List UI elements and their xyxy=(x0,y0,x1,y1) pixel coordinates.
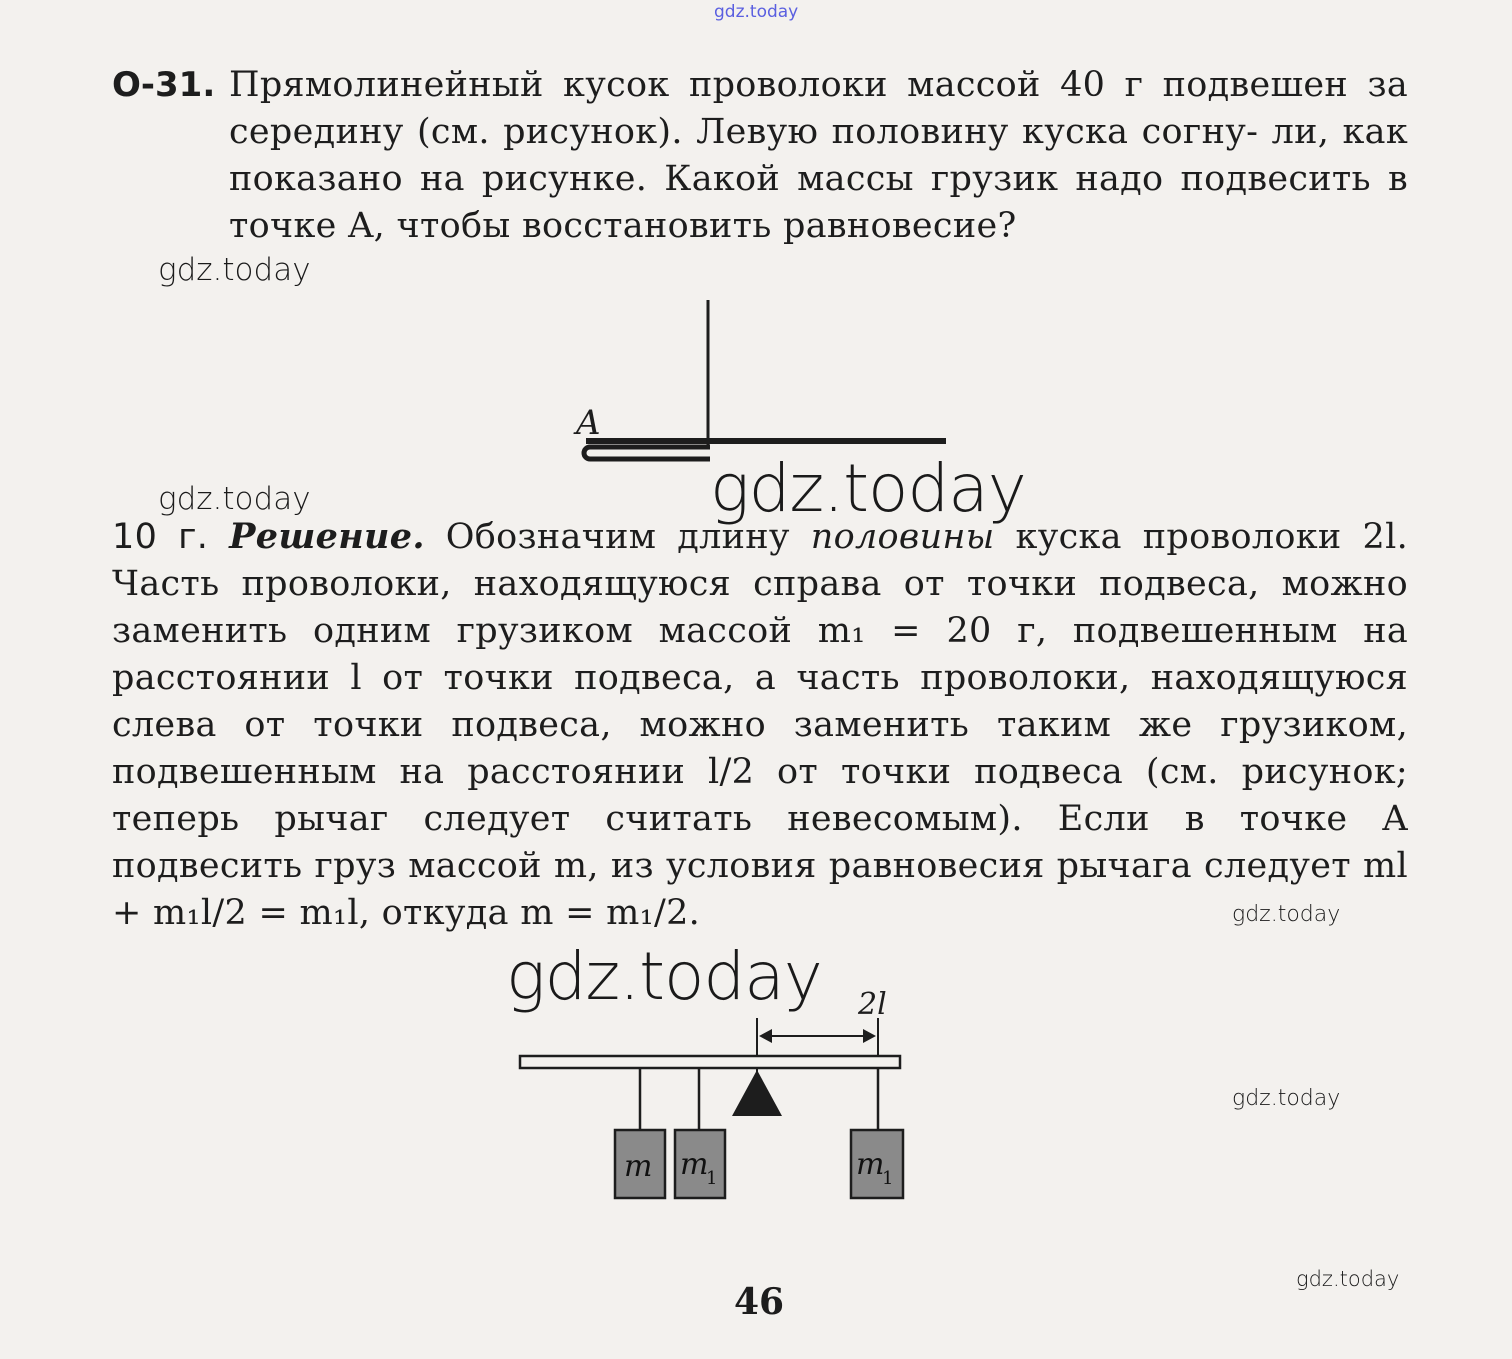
watermark-large: gdz.today xyxy=(710,450,1026,527)
problem-line-1: Прямолинейный кусок проволоки массой 40 г подвешен xyxy=(229,65,1349,105)
watermark: gdz.today xyxy=(1232,1086,1341,1111)
load-m1-right-subscript: 1 xyxy=(882,1168,894,1189)
watermark: gdz.today xyxy=(1232,902,1341,927)
solution-label: Решение. xyxy=(229,516,425,557)
watermark: gdz.today xyxy=(1296,1267,1400,1291)
problem-number: О-31. xyxy=(112,65,216,105)
dimension-label: 2l xyxy=(858,987,887,1022)
solution-text-2: куска проволоки 2l. Часть проволоки, находящуюся справа от точки подвеса, можно заменить одним грузиком массой m₁ = 20 г, подвешенным на расстоянии l от точки подвеса, а часть проволоки, находящуюся слева от точки подвеса, можно заменить таким же грузиком, подвешенным на расстоянии l/2 от точки подвеса (см. рисунок; теперь рычаг следует считать невесомым). Если в точке A подвесить груз массой m, из условия равновесия рычага следует ml + m₁l/2 = m₁l, откуда m = m₁/2. xyxy=(112,517,1408,933)
problem-block xyxy=(112,62,1408,250)
figure-lever-svg xyxy=(500,976,920,1206)
load-m1-left-label: m xyxy=(680,1147,709,1182)
point-a-label: A xyxy=(576,403,601,443)
load-m1-right-label: m xyxy=(856,1147,885,1182)
answer: 10 г. xyxy=(112,517,209,557)
figure-lever xyxy=(500,976,920,1206)
problem-line-2: за середину (см. рисунок). Левую половину куска согну- xyxy=(229,65,1408,152)
lever-bar xyxy=(520,1056,900,1068)
load-m-label: m xyxy=(624,1149,653,1184)
fulcrum-triangle xyxy=(732,1070,782,1116)
watermark-top[interactable]: gdz.today xyxy=(714,2,799,22)
problem-text xyxy=(229,62,1408,250)
wire-right-half xyxy=(586,438,946,444)
page-number: 46 xyxy=(734,1281,785,1323)
solution-block xyxy=(112,513,1408,937)
problem-line-4: подвесить в точке A, чтобы восстановить равновесие? xyxy=(229,159,1408,246)
figure-wire xyxy=(560,298,960,466)
watermark-large: gdz.today xyxy=(506,938,822,1015)
watermark: gdz.today xyxy=(158,481,311,517)
solution-text-emphasis: половины xyxy=(810,517,995,557)
figure-wire-svg xyxy=(560,298,960,466)
wire-bent-left-half xyxy=(584,447,710,459)
dimension-arrow-right xyxy=(863,1029,876,1043)
problem-line-3: ли, как показано на рисунке. Какой массы грузик надо xyxy=(229,112,1408,199)
load-m1-left-subscript: 1 xyxy=(706,1168,718,1189)
solution-text-1: Обозначим длину xyxy=(424,517,811,557)
dimension-arrow-left xyxy=(759,1029,772,1043)
watermark: gdz.today xyxy=(158,252,311,288)
